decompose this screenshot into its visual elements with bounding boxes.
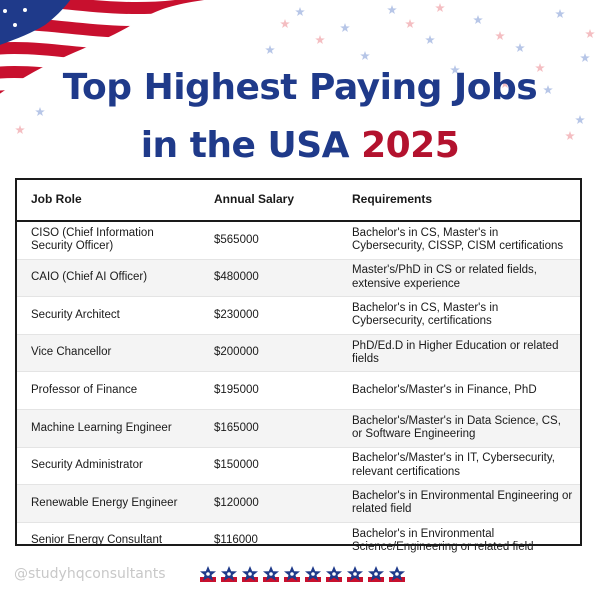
table-header-row: [17, 180, 580, 221]
column-header-annual-salary: Annual Salary: [200, 180, 338, 221]
cell-job-role: Machine Learning Engineer: [17, 409, 200, 447]
table-row: [17, 297, 580, 335]
table-row: [17, 522, 580, 559]
salary-table: [15, 178, 582, 554]
column-header-job-role: Job Role: [17, 180, 200, 221]
cell-requirements: Bachelor's/Master's in IT, Cybersecurity, relevant certifications: [338, 447, 580, 485]
cell-job-role: CAIO (Chief AI Officer): [17, 259, 200, 297]
cell-requirements: Bachelor's/Master's in Data Science, CS, or Software Engineering: [338, 409, 580, 447]
cell-annual-salary: $200000: [200, 334, 338, 372]
cell-requirements: PhD/Ed.D in Higher Education or related fields: [338, 334, 580, 372]
table-row: [17, 221, 580, 259]
cell-job-role: CISO (Chief Information Security Officer): [17, 221, 200, 259]
title-year: 2025: [361, 125, 460, 166]
table-row: [17, 334, 580, 372]
cell-job-role: Security Administrator: [17, 447, 200, 485]
cell-annual-salary: $165000: [200, 409, 338, 447]
cell-requirements: Bachelor's in CS, Master's in Cybersecurity, certifications: [338, 297, 580, 335]
table-row: [17, 372, 580, 410]
column-header-requirements: Requirements: [338, 180, 580, 221]
title-prefix: in the USA: [140, 125, 362, 166]
cell-annual-salary: $195000: [200, 372, 338, 410]
table-row: [17, 447, 580, 485]
cell-annual-salary: $565000: [200, 221, 338, 259]
watermark-handle: @studyhqconsultants: [14, 566, 166, 582]
cell-annual-salary: $480000: [200, 259, 338, 297]
table-row: [17, 259, 580, 297]
cell-requirements: Bachelor's/Master's in Finance, PhD: [338, 372, 580, 410]
page-title-line-1: Top Highest Paying Jobs: [62, 67, 538, 108]
cell-annual-salary: $230000: [200, 297, 338, 335]
star-badges-row-icon: [198, 564, 408, 584]
cell-annual-salary: $150000: [200, 447, 338, 485]
table-row: [17, 485, 580, 523]
cell-requirements: Bachelor's in CS, Master's in Cybersecurity, CISSP, CISM certifications: [338, 221, 580, 259]
table-row: [17, 409, 580, 447]
cell-requirements: Bachelor's in Environmental Engineering or related field: [338, 485, 580, 523]
cell-job-role: Security Architect: [17, 297, 200, 335]
cell-job-role: Renewable Energy Engineer: [17, 485, 200, 523]
cell-requirements: Master's/PhD in CS or related fields, extensive experience: [338, 259, 580, 297]
cell-job-role: Vice Chancellor: [17, 334, 200, 372]
cell-job-role: Professor of Finance: [17, 372, 200, 410]
cell-requirements: Bachelor's in Environmental Science/Engineering or related field: [338, 522, 580, 559]
page-title-line-2: [0, 124, 600, 168]
cell-annual-salary: $116000: [200, 522, 338, 559]
cell-job-role: Senior Energy Consultant: [17, 522, 200, 559]
cell-annual-salary: $120000: [200, 485, 338, 523]
